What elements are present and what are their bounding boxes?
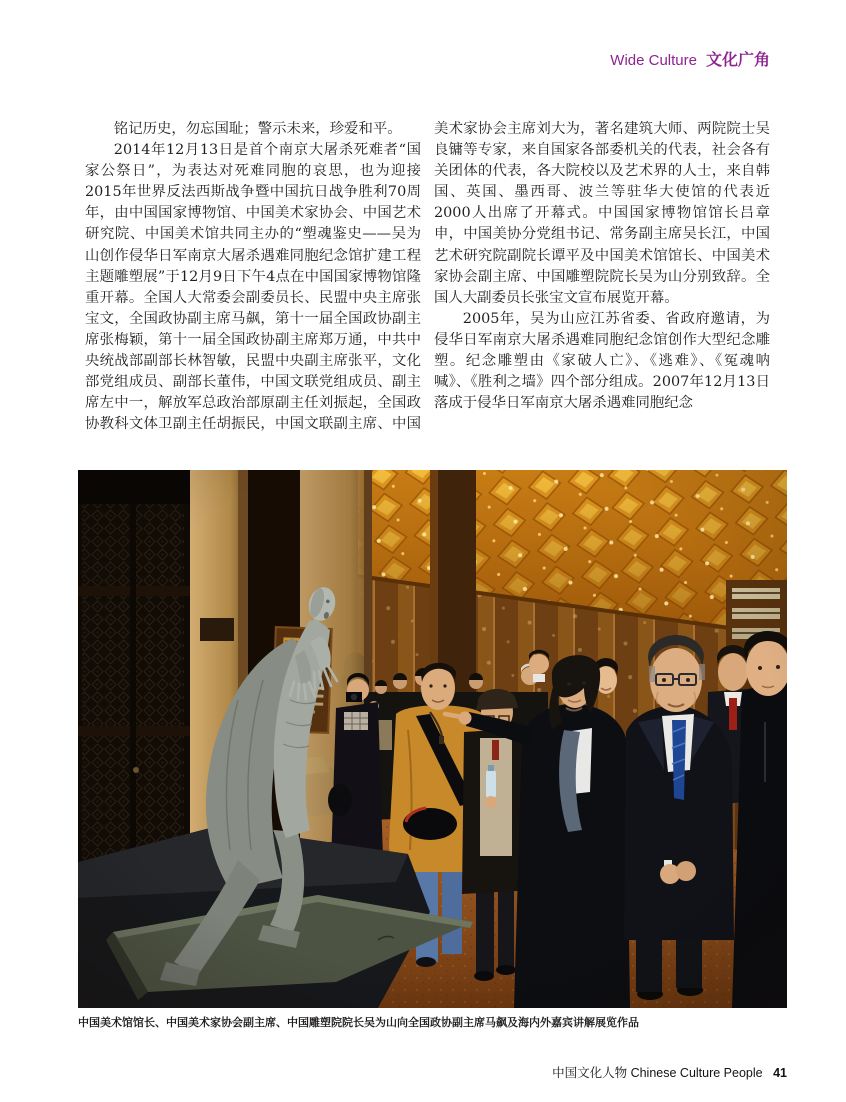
photo-caption: 中国美术馆馆长、中国美术家协会副主席、中国雕塑院院长吴为山向全国政协副主席马飙及海内外嘉宾讲解展览作品 [78,1017,639,1029]
folio-title-zh: 中国文化人物 [552,1066,628,1080]
page-footer [552,1063,787,1081]
section-title-zh: 文化广角 [705,52,770,69]
article-paragraph: 2005年，吴为山应江苏省委、省政府邀请，为侵华日军南京大屠杀遇难同胞纪念馆创作大型纪念雕塑。纪念雕塑由《家破人亡》、《逃难》、《冤魂呐喊》、《胜利之墙》四个部分组成。2007年12月13日落成于侵华日军南京大屠杀遇难同胞纪念 [434,310,770,412]
photo-figure [78,470,787,1031]
article-paragraph: 铭记历史，勿忘国耻；警示未来，珍爱和平。 [113,121,402,137]
article-paragraph: 2014年12月13日是首个南京大屠杀死难者“国家公祭日”，为表达对死难同胞的哀思，也为迎接2015年世界反法西斯战争暨中国抗日战争胜利70周年，由中国国家博物馆、中国美术家协会、中国艺术研究院、中国美术馆共同主办的“塑魂鉴史——吴为山创作侵华日军南京大屠杀遇难同胞纪念馆扩建工程主题雕塑展”于12月9日下午4点在中国国家博物馆隆重开幕。全国人大常委会副委员长、民盟中央主席张宝文，全国政协副主席马飙，第十一届全国政协副主席张梅颖，第十一届全国政协副主席郑万通，中共中央统战部副部长林智敏，民盟中央副主席张平，文化部党组成员、副部长董伟，中国文联党组成员、副主席左中一，解放军总政治部原副主任刘振起，全国政协教科文体卫副主任胡振民，中国文联副主席、中国美术家协会主席刘大为，著名建筑大师、两院院士吴良镛等专家，来自国家各部委机关的代表，社会各有关团体的代表，各大院校以及艺术界的人士，来自韩国、英国、墨西哥、波兰等驻华大使馆的代表近2000人出席了开幕式。中国国家博物馆馆长吕章申，中国美协分党组书记、常务副主席吴长江，中国艺术研究院副院长谭平及中国美术馆馆长、中国美术家协会副主席、中国雕塑院院长吴为山分别致辞。全国人大副委员长张宝文宣布展览开幕。 [85,121,770,433]
vignette-overlay [78,470,787,1008]
page-number: 41 [773,1066,787,1080]
section-header [610,47,770,70]
folio-title-en: Chinese Culture People [630,1066,763,1080]
exhibition-photo [78,470,787,1008]
photo-illustration [78,470,787,1008]
article-body [85,119,770,436]
section-title-en: Wide Culture [610,52,697,69]
